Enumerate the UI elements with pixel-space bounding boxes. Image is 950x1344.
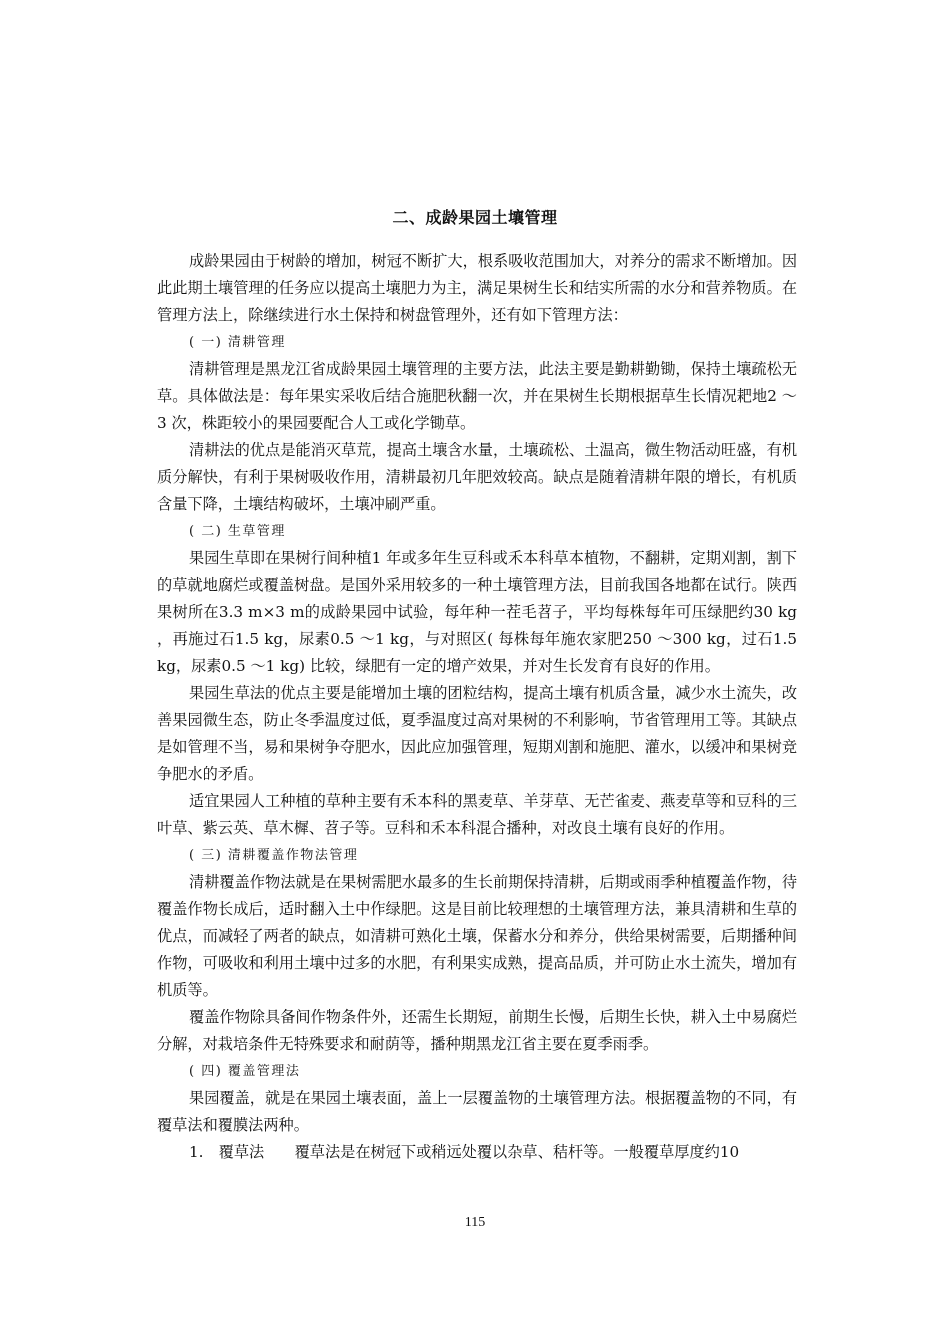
subsection-heading-4: ( 四) 覆盖管理法 — [189, 1064, 301, 1079]
paragraph: 适宜果园人工种植的草种主要有禾本科的黑麦草、羊芽草、无芒雀麦、燕麦草等和豆科的三叶草、紫云英、草木樨、苕子等。豆科和禾本科混合播种，对改良土壤有良好的作用。 — [157, 792, 797, 837]
paragraph: 清耕覆盖作物法就是在果树需肥水最多的生长前期保持清耕，后期或雨季种植覆盖作物，待覆盖作物长成后，适时翻入土中作绿肥。这是目前比较理想的土壤管理方法，兼具清耕和生草的优点，而减轻了两者的缺点，如清耕可熟化土壤，保蓄水分和养分，供给果树需要，后期播种间作物，可吸收和利用土壤中过多的水肥，有利果实成熟，提高品质，并可防止水土流失，增加有机质等。 — [157, 873, 797, 999]
paragraph: 清耕管理是黑龙江省成龄果园土壤管理的主要方法，此法主要是勤耕勤锄，保持土壤疏松无草。具体做法是：每年果实采收后结合施肥秋翻一次，并在果树生长期根据草生长情况耙地2 ～3 次，株距较小的果园要配合人工或化学锄草。 — [157, 360, 797, 432]
paragraph-intro: 成龄果园由于树龄的增加，树冠不断扩大，根系吸收范围加大，对养分的需求不断增加。因此此期土壤管理的任务应以提高土壤肥力为主，满足果树生长和结实所需的水分和营养物质。在管理方法上，除继续进行水土保持和树盘管理外，还有如下管理方法： — [157, 252, 797, 324]
paragraph: 果园生草即在果树行间种植1 年或多年生豆科或禾本科草本植物，不翻耕，定期刈割，割下的草就地腐烂或覆盖树盘。是国外采用较多的一种土壤管理方法，目前我国各地都在试行。陕西果树所在3.3 m×3 m的成龄果园中试验，每年种一茬毛苕子，平均每株每年可压绿肥约30 kg ，再施过石1.5 kg，尿素0.5 ～1 kg，与对照区( 每株每年施农家肥250 ～300 kg，过石1.5 kg，尿素0.5 ～1 kg) 比较，绿肥有一定的增产效果，并对生长发育有良好的作用。 — [157, 549, 797, 675]
subsection-heading-1: ( 一) 清耕管理 — [189, 335, 286, 350]
paragraph: 清耕法的优点是能消灭草荒，提高土壤含水量，土壤疏松、土温高，微生物活动旺盛，有机质分解快，有利于果树吸收作用，清耕最初几年肥效较高。缺点是随着清耕年限的增长，有机质含量下降，土壤结构破坏，土壤冲刷严重。 — [157, 441, 797, 513]
subsection-heading-3: ( 三) 清耕覆盖作物法管理 — [189, 848, 359, 863]
paragraph-mulching: 1. 覆草法 覆草法是在树冠下或稍远处覆以杂草、秸杆等。一般覆草厚度约10 — [189, 1143, 740, 1161]
subsection-heading-2: ( 二) 生草管理 — [189, 524, 286, 539]
page-number: 115 — [464, 1215, 486, 1230]
paragraph: 覆盖作物除具备间作物条件外，还需生长期短，前期生长慢，后期生长快，耕入土中易腐烂分解，对栽培条件无特殊要求和耐荫等，播种期黑龙江省主要在夏季雨季。 — [157, 1008, 797, 1053]
paragraph: 果园生草法的优点主要是能增加土壤的团粒结构，提高土壤有机质含量，减少水土流失，改善果园微生态，防止冬季温度过低，夏季温度过高对果树的不利影响，节省管理用工等。其缺点是如管理不当，易和果树争夺肥水，因此应加强管理，短期刈割和施肥、灌水，以缓冲和果树竞争肥水的矛盾。 — [157, 684, 797, 783]
section-title: 二、成龄果园土壤管理 — [392, 208, 558, 227]
paragraph: 果园覆盖，就是在果园土壤表面，盖上一层覆盖物的土壤管理方法。根据覆盖物的不同，有覆草法和覆膜法两种。 — [157, 1089, 797, 1134]
document-body — [157, 248, 797, 1166]
